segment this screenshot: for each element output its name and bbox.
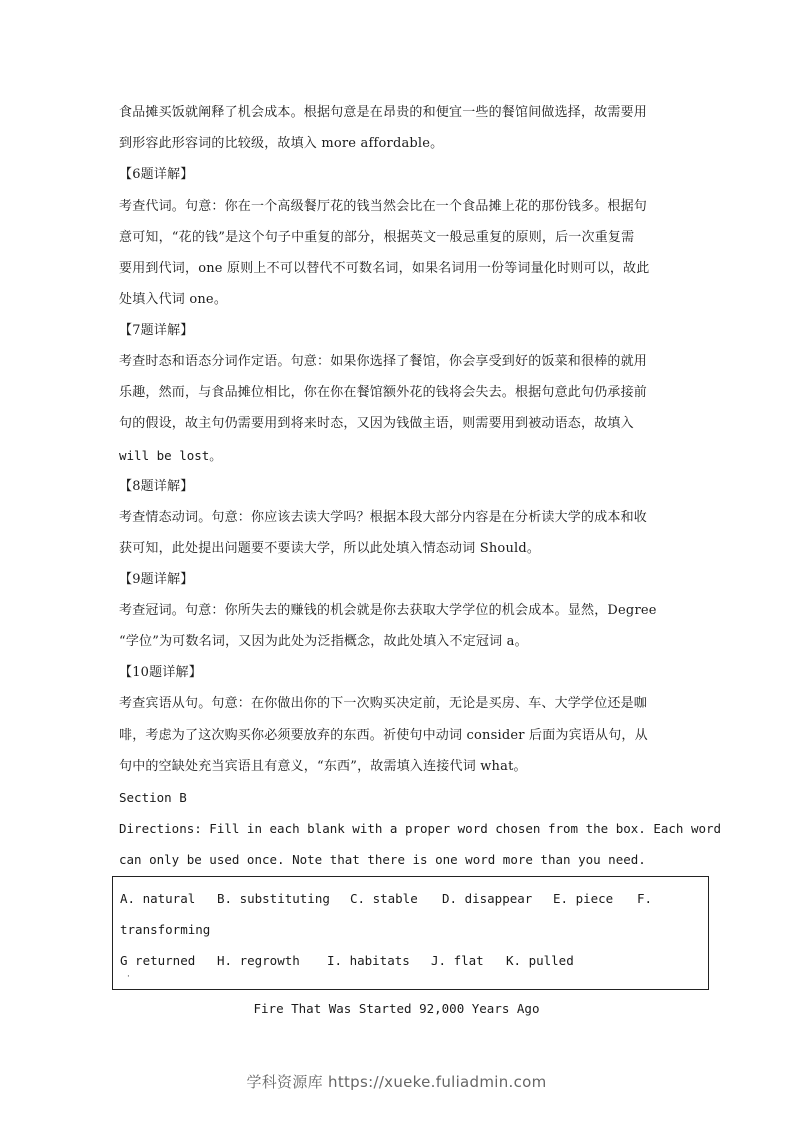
paragraph-line: 处填入代词 one。 [119, 292, 228, 307]
paragraph-line: 句中的空缺处充当宾语且有意义，“东西”，故需填入连接代词 what。 [119, 759, 527, 774]
word-option: H. regrowth [217, 953, 300, 968]
paragraph-line: 到形容此形容词的比较级，故填入 more affordable。 [119, 136, 444, 151]
word-option: I. habitats [327, 953, 410, 968]
word-option: D. disappear [442, 891, 533, 906]
watermark-footer: 学科资源库 https://xueke.fuliadmin.com [246, 1073, 547, 1091]
paragraph-line: 食品摊买饭就阐释了机会成本。根据句意是在昂贵的和便宜一些的餐馆间做选择，故需要用 [119, 105, 648, 120]
section-heading: 【10题详解】 [119, 665, 202, 680]
passage-title: Fire That Was Started 92,000 Years Ago [253, 1001, 540, 1016]
stray-mark: · [127, 972, 130, 982]
word-bank-box [112, 876, 709, 990]
paragraph-line: 获可知，此处提出问题要不要读大学，所以此处填入情态动词 Should。 [119, 541, 541, 556]
section-heading: 【8题详解】 [119, 479, 194, 494]
paragraph-line: 啡，考虑为了这次购买你必须要放弃的东西。祈使句中动词 consider 后面为宾语从句，从 [119, 728, 648, 743]
directions-line: can only be used once. Note that there is one word more than you need. [119, 852, 646, 867]
paragraph-line: 考查时态和语态分词作定语。句意：如果你选择了餐馆，你会享受到好的饭菜和很棒的就用 [119, 354, 648, 369]
word-option: A. natural [120, 891, 196, 906]
word-option: B. substituting [217, 891, 330, 906]
section-heading: 【9题详解】 [119, 572, 194, 587]
section-label: Section B [119, 790, 187, 805]
paragraph-line: 考查宾语从句。句意：在你做出你的下一次购买决定前，无论是买房、车、大学学位还是咖 [119, 696, 648, 711]
paragraph-line: 考查冠词。句意：你所失去的赚钱的机会就是你去获取大学学位的机会成本。显然，Degree [119, 603, 657, 618]
section-heading: 【7题详解】 [119, 323, 194, 338]
paragraph-line: 乐趣，然而，与食品摊位相比，你在你在餐馆额外花的钱将会失去。根据句意此句仍承接前 [119, 385, 648, 400]
paragraph-line: 要用到代词，one 原则上不可以替代不可数名词，如果名词用一份等词量化时则可以，故此 [119, 261, 650, 276]
word-option: G returned [120, 953, 196, 968]
word-option: E. piece [553, 891, 614, 906]
paragraph-line: 考查情态动词。句意：你应该去读大学吗？根据本段大部分内容是在分析读大学的成本和收 [119, 510, 648, 525]
paragraph-line: “学位”为可数名词，又因为此处为泛指概念，故此处填入不定冠词 a。 [119, 634, 528, 649]
section-heading: 【6题详解】 [119, 167, 194, 182]
word-option: K. pulled [506, 953, 574, 968]
directions-line: Directions: Fill in each blank with a proper word chosen from the box. Each word [119, 821, 722, 836]
word-option: F. [637, 891, 653, 906]
word-option: J. flat [431, 953, 484, 968]
word-option: C. stable [350, 891, 418, 906]
paragraph-line: 意可知，“花的钱”是这个句子中重复的部分，根据英文一般忌重复的原则，后一次重复需 [119, 230, 635, 245]
paragraph-line: 句的假设，故主句仍需要用到将来时态，又因为钱做主语，则需要用到被动语态，故填入 [119, 416, 634, 431]
word-option: transforming [120, 922, 211, 937]
paragraph-line: will be lost。 [119, 448, 222, 463]
paragraph-line: 考查代词。句意：你在一个高级餐厅花的钱当然会比在一个食品摊上花的那份钱多。根据句 [119, 199, 648, 214]
